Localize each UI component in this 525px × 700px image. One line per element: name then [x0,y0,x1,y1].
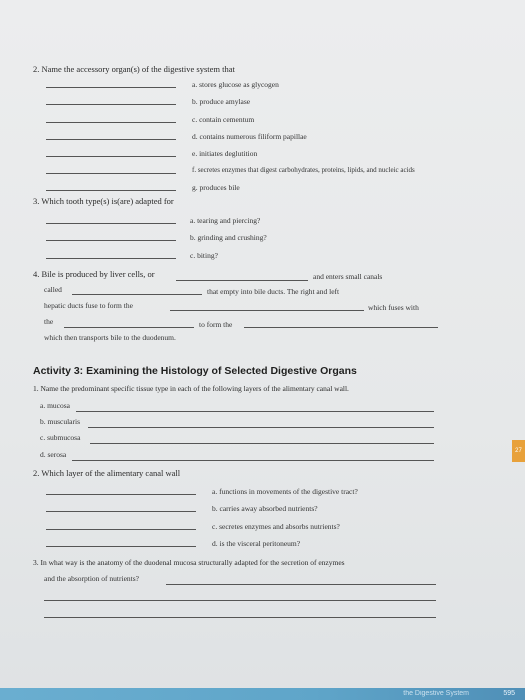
q4-line3-start: hepatic ducts fuse to form the [44,301,133,310]
activity-q1-item-a: a. mucosa [40,401,70,410]
activity-q3-line-2[interactable] [44,600,436,601]
q4-line2-end: that empty into bile ducts. The right and left [207,287,340,296]
footer-title: the Digestive System [403,690,469,697]
q2-item-b: b. produce amylase [192,97,251,106]
q4-blank-common-bile[interactable] [244,327,438,328]
q2-answer-line-b[interactable] [46,104,176,105]
q4-blank-common-hepatic[interactable] [170,310,364,311]
q3-answer-line-b[interactable] [46,240,176,241]
activity-q1-line-d[interactable] [72,460,434,461]
page-edge-tab: 27 [512,440,525,462]
q2-item-g: g. produces bile [192,183,240,192]
q2-item-e: e. initiates deglutition [192,149,258,158]
activity-q2-item-a: a. functions in movements of the digestive tract? [212,487,358,496]
q2-answer-line-d[interactable] [46,139,176,140]
q4-line2-start: called [44,285,62,294]
q2-answer-line-g[interactable] [46,190,176,191]
activity-q2-line-c[interactable] [46,529,196,530]
q2-item-f: f. secretes enzymes that digest carbohydrates, proteins, lipids, and nucleic acids [192,166,415,174]
activity-q3-line-1[interactable] [166,584,436,585]
q3-item-a: a. tearing and piercing? [190,216,261,225]
activity-q1-item-c: c. submucosa [40,433,81,442]
activity-3-title: Activity 3: Examining the Histology of Selected Digestive Organs [33,365,357,377]
activity-q2-item-d: d. is the visceral peritoneum? [212,539,301,548]
q4-line1-end: and enters small canals [313,272,383,281]
q3-answer-line-a[interactable] [46,223,176,224]
activity-q2-prompt: 2. Which layer of the alimentary canal wall [33,468,181,478]
activity-q3-line-3[interactable] [44,617,436,618]
activity-q1-item-d: d. serosa [40,450,67,459]
activity-q3-prompt-cont: and the absorption of nutrients? [44,574,139,583]
page-footer [0,688,525,700]
activity-q1-item-b: b. muscularis [40,417,80,426]
q4-blank-canaliculi[interactable] [72,294,202,295]
q4-blank-cystic-duct[interactable] [64,327,194,328]
q4-line4-mid: to form the [199,320,233,329]
activity-q2-line-b[interactable] [46,511,196,512]
activity-q2-item-b: b. carries away absorbed nutrients? [212,504,318,513]
q3-prompt: 3. Which tooth type(s) is(are) adapted for [33,196,174,206]
q2-answer-line-a[interactable] [46,87,176,88]
q4-line3-end: which fuses with [368,303,419,312]
activity-q3-prompt: 3. In what way is the anatomy of the duodenal mucosa structurally adapted for the secretion of enzymes [33,558,345,567]
activity-q2-item-c: c. secretes enzymes and absorbs nutrients? [212,522,340,531]
footer-page-number: 595 [503,690,515,697]
q4-blank-hepatocytes[interactable] [176,280,308,281]
q2-prompt: 2. Name the accessory organ(s) of the digestive system that [33,64,235,74]
q2-answer-line-c[interactable] [46,122,176,123]
q4-line5: which then transports bile to the duodenum. [44,333,176,342]
activity-q2-line-a[interactable] [46,494,196,495]
activity-q1-line-a[interactable] [76,411,434,412]
q2-answer-line-f[interactable] [46,173,176,174]
q3-item-b: b. grinding and crushing? [190,233,267,242]
q2-item-c: c. contain cementum [192,115,255,124]
q3-item-c: c. biting? [190,251,218,260]
q2-answer-line-e[interactable] [46,156,176,157]
q4-line4-start: the [44,317,54,326]
q3-answer-line-c[interactable] [46,258,176,259]
activity-q1-line-b[interactable] [88,427,434,428]
q2-item-a: a. stores glucose as glycogen [192,80,279,89]
q2-item-d: d. contains numerous filiform papillae [192,132,307,141]
q4-line1-start: 4. Bile is produced by liver cells, or [33,269,155,279]
activity-q2-line-d[interactable] [46,546,196,547]
activity-q1-line-c[interactable] [90,443,434,444]
activity-q1-prompt: 1. Name the predominant specific tissue type in each of the following layers of the alimentary canal wall. [33,384,349,393]
